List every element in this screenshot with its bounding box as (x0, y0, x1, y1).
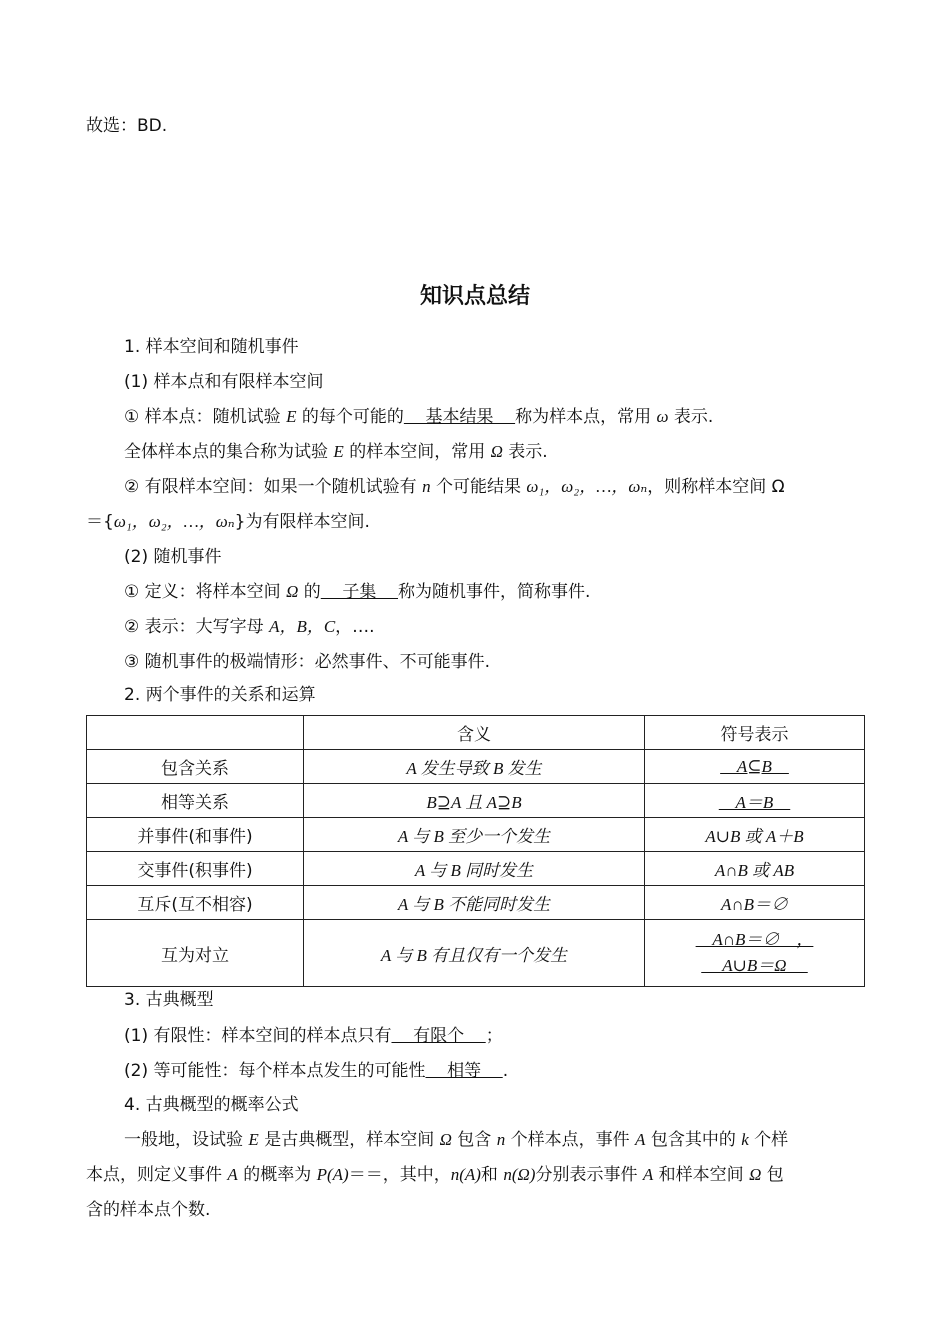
blank-answer: 相等 (425, 1061, 503, 1081)
section-2-heading: 2. 两个事件的关系和运算 (124, 685, 316, 705)
relation-meaning: A 与 B 有且仅有一个发生 (304, 920, 645, 987)
random-event-notation: ② 表示：大写字母 A，B，C，…. (124, 617, 375, 637)
relation-meaning: A 与 B 不能同时发生 (304, 886, 645, 920)
page-title: 知识点总结 (419, 284, 530, 309)
table-row (87, 886, 865, 920)
relation-name: 并事件(和事件) (87, 818, 304, 852)
section-1-heading: 1. 样本空间和随机事件 (124, 337, 299, 357)
table-header-cell: 符号表示 (645, 716, 865, 750)
finite-sample-space-line1: ② 有限样本空间：如果一个随机试验有 n 个可能结果 ω₁，ω₂，…，ωₙ，则称样本空间 Ω (124, 477, 785, 497)
formula-paragraph-line1: 一般地，设试验 E 是古典概型，样本空间 Ω 包含 n 个样本点，事件 A 包含其中的 k 个样 (124, 1130, 789, 1150)
relation-name: 交事件(积事件) (87, 852, 304, 886)
finite-sample-space-line2: ＝{ω₁，ω₂，…，ωₙ}为有限样本空间. (86, 512, 370, 532)
subsection-1-1-heading: (1) 样本点和有限样本空间 (124, 372, 324, 392)
blank-answer: 基本结果 (403, 407, 516, 427)
relation-symbol: A∪B 或 A＋B (645, 818, 865, 852)
event-relations-table (86, 715, 865, 987)
table-header-cell: 含义 (304, 716, 645, 750)
sample-space-definition: 全体样本点的集合称为试验 E 的样本空间，常用 Ω 表示. (124, 442, 548, 462)
section-4-heading: 4. 古典概型的概率公式 (124, 1095, 299, 1115)
answer-line: 故选：BD. (86, 116, 168, 136)
table-row (87, 852, 865, 886)
random-event-extremes: ③ 随机事件的极端情形：必然事件、不可能事件. (124, 652, 491, 672)
relation-name: 互斥(互不相容) (87, 886, 304, 920)
table-row (87, 784, 865, 818)
relation-meaning: A 与 B 同时发生 (304, 852, 645, 886)
relation-name: 互为对立 (87, 920, 304, 987)
table-row (87, 818, 865, 852)
blank-answer: 子集 (320, 582, 398, 602)
relation-symbol: A⊆B (645, 750, 865, 784)
relation-meaning: A 发生导致 B 发生 (304, 750, 645, 784)
equal-likelihood-line: (2) 等可能性：每个样本点发生的可能性 相等 . (124, 1061, 509, 1081)
relation-symbol: A∩B＝∅ (645, 886, 865, 920)
relation-meaning: B⊇A 且 A⊇B (304, 784, 645, 818)
relation-name: 相等关系 (87, 784, 304, 818)
random-event-definition: ① 定义：将样本空间 Ω 的 子集 称为随机事件，简称事件. (124, 582, 591, 602)
finiteness-line: (1) 有限性：样本空间的样本点只有 有限个 ； (124, 1026, 503, 1046)
relation-meaning: A 与 B 至少一个发生 (304, 818, 645, 852)
table-row (87, 920, 865, 987)
section-3-heading: 3. 古典概型 (124, 990, 214, 1010)
formula-paragraph-line3: 含的样本点个数. (86, 1200, 211, 1220)
relation-symbol: A∩B＝∅ ， A∪B＝Ω (645, 920, 865, 987)
table-header-cell (87, 716, 304, 750)
table-header-row (87, 716, 865, 750)
formula-paragraph-line2: 本点，则定义事件 A 的概率为 P(A)＝＝，其中，n(A)和 n(Ω)分别表示事件 A 和样本空间 Ω 包 (86, 1165, 784, 1185)
relation-symbol: A＝B (645, 784, 865, 818)
sample-point-definition: ① 样本点：随机试验 E 的每个可能的 基本结果 称为样本点，常用 ω 表示. (124, 407, 714, 427)
relation-symbol: A∩B 或 AB (645, 852, 865, 886)
subsection-1-2-heading: (2) 随机事件 (124, 547, 222, 567)
relation-name: 包含关系 (87, 750, 304, 784)
table-row (87, 750, 865, 784)
blank-answer: 有限个 (391, 1026, 486, 1046)
